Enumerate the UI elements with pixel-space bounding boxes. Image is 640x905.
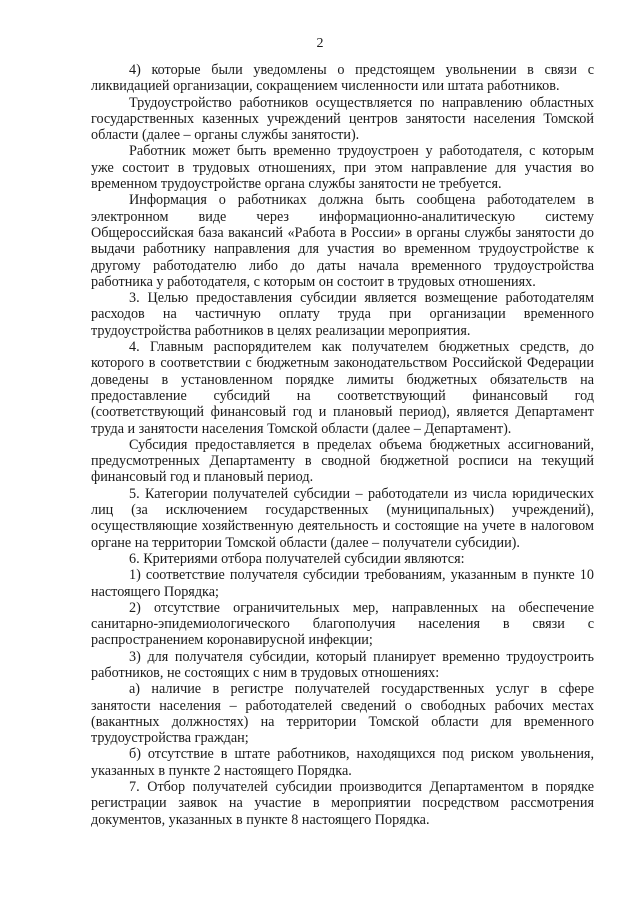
- paragraph-employment-direction: Трудоустройство работников осуществляется по направлению областных государственных казенных учреждений центров занятости населения Томской области (далее – органы службы занятости).: [91, 94, 594, 144]
- paragraph-clause-4: 4. Главным распорядителем как получателем бюджетных средств, до которого в соответствии с бюджетным законодательством Российской Федерации доведены в установленном порядке лимиты бюджетных обязательств на предоставление субсидий на соответствующий финансовый год (соответствующий финансовый год и плановый период), является Департамент труда и занятости населения Томской области (далее – Департамент).: [91, 339, 594, 437]
- paragraph-clause-7: 7. Отбор получателей субсидии производится Департаментом в порядке регистрации заявок на участие в мероприятии посредством рассмотрения документов, указанных в пункте 8 настоящего Порядка.: [91, 779, 594, 828]
- page-number: 2: [316, 36, 324, 51]
- paragraph-criterion-3: 3) для получателя субсидии, который планирует временно трудоустроить работников, не состоящих с ним в трудовых отношениях:: [91, 648, 594, 681]
- paragraph-item-4: 4) которые были уведомлены о предстоящем увольнении в связи с ликвидацией организации, сокращением численности или штата работников.: [91, 62, 594, 95]
- paragraph-clause-3: 3. Целью предоставления субсидии является возмещение работодателям расходов на частичную оплату труда при организации временного трудоустройства работников в целях реализации мероприятия.: [91, 290, 594, 339]
- document-body: [91, 62, 594, 828]
- paragraph-information-submission: Информация о работниках должна быть сообщена работодателем в электронном виде через информационно-аналитическую систему Общероссийская база вакансий «Работа в России» в органы службы занятости до выдачи работнику направления для участия во временном трудоустройстве к другому работодателю либо до даты начала временного трудоустройства работника у работодателя, с которым он состоит в трудовых отношениях.: [91, 192, 594, 290]
- paragraph-clause-5: 5. Категории получателей субсидии – работодатели из числа юридических лиц (за исключением государственных (муниципальных) учреждений), осуществляющие хозяйственную деятельность и состоящие на учете в налоговом органе на территории Томской области (далее – получатели субсидии).: [91, 485, 594, 551]
- paragraph-subsidy-limits: Субсидия предоставляется в пределах объема бюджетных ассигнований, предусмотренных Департаменту в сводной бюджетной росписи на текущий финансовый год и плановый период.: [91, 436, 594, 486]
- paragraph-clause-6: 6. Критериями отбора получателей субсидии являются:: [129, 550, 465, 567]
- paragraph-criterion-2: 2) отсутствие ограничительных мер, направленных на обеспечение санитарно-эпидемиологического благополучия населения в связи с распространением коронавирусной инфекции;: [91, 599, 594, 649]
- paragraph-subitem-b: б) отсутствие в штате работников, находящихся под риском увольнения, указанных в пункте 2 настоящего Порядка.: [91, 746, 594, 779]
- paragraph-subitem-a: а) наличие в регистре получателей государственных услуг в сфере занятости населения – работодателей сведений о свободных рабочих местах (вакантных должностях) на территории Томской области для временного трудоустройства граждан;: [91, 681, 594, 747]
- paragraph-criterion-1: 1) соответствие получателя субсидии требованиям, указанным в пункте 10 настоящего Порядка;: [91, 567, 594, 600]
- paragraph-temporary-employment: Работник может быть временно трудоустроен у работодателя, с которым уже состоит в трудовых отношениях, при этом направление для участия во временном трудоустройстве органа службы занятости не требуется.: [91, 143, 594, 193]
